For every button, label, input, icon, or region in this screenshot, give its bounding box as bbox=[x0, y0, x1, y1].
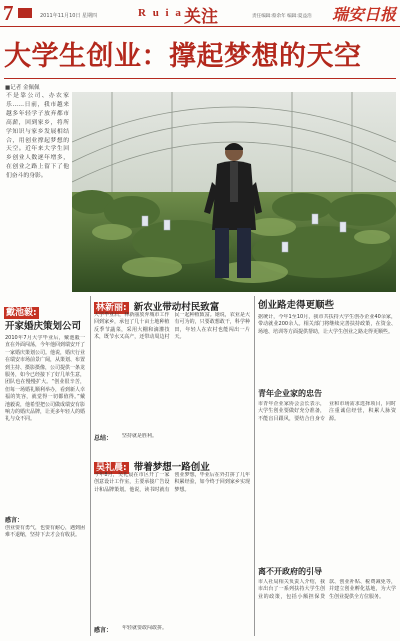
profile-title-wu: 带着梦想一路创业 bbox=[133, 462, 210, 473]
headline-rule bbox=[4, 78, 396, 79]
right-section-title: 创业路走得更顺些 bbox=[258, 300, 335, 311]
subhead-government: 离不开政府的引导 bbox=[258, 567, 322, 576]
subhead-advice: 青年企业家的忠告 bbox=[258, 389, 322, 398]
profile-title-dai: 开家婚庆策划公司 bbox=[5, 321, 82, 332]
profile-body-wu: 今年8月，吴礼晨在市区开了一家创意设计工作室，主要承接广告设计和品牌策划。他说，读书时就有创业梦想，毕业后在外打拼了几年积累经验，如今终于回到家乡实现梦想。 bbox=[94, 472, 250, 493]
byline: ■记者 金佩佩 bbox=[5, 85, 40, 91]
feature-photo bbox=[72, 92, 396, 292]
greenhouse-photo-illustration bbox=[72, 92, 396, 292]
profile-tag-lin: 林新丽: bbox=[96, 303, 127, 313]
lead-paragraph: 不是靠公司、办农家乐……日前，我市越来越多年轻学子放弃都市高薪，回到家乡，将所学知识与家乡发展相结合，用创业撑起梦想的天空。近年来大学生回乡创业人数逐年增多，在创业之路上留下了他们奋斗的身影。 bbox=[6, 93, 69, 180]
editor-credits: 责任编辑:蔡余年 编辑:夏益浩 bbox=[252, 14, 312, 19]
roman-label: R u i a n bbox=[138, 7, 196, 19]
left-column bbox=[4, 300, 39, 319]
feeling-label-wu: 感言： bbox=[94, 627, 113, 634]
summary-text-lin: 坚持就是胜利。 bbox=[122, 433, 158, 439]
page-number-bar bbox=[18, 8, 32, 18]
profile-title-lin: 新农业带动村民致富 bbox=[133, 302, 220, 313]
feeling-label-dai: 感言： bbox=[5, 517, 24, 524]
profile-tag-dai: 戴池毅: bbox=[6, 308, 37, 318]
newspaper-logo: 瑞安日报 bbox=[332, 5, 397, 24]
right-section-body: 据统计，今年1至10月，我市共扶持大学生创办企业40余家，带动就业200余人。相关部门将继续完善扶持政策，在资金、场地、培训等方面提供帮助，让大学生创业之路走得更顺些。 bbox=[258, 314, 396, 335]
feeling-text-dai: 创业要有勇气，也要有耐心，遇到困难不退缩，坚持下去才会有收获。 bbox=[5, 525, 85, 539]
profile-body-lin: 大学毕业后，林新丽放弃城市工作回到家乡，承包了几十亩土地种植反季节蔬菜，采用大棚和滴灌技术，既节水又高产，还带动周边村民一起种植致富。她说，农业是大有可为的，只要敢想敢干，科学种田，年轻人在农村也能闯出一片天。 bbox=[94, 312, 250, 341]
feeling-text-wu: 年轻就要敢闯敢拼。 bbox=[122, 625, 168, 631]
column-rule-right bbox=[254, 296, 255, 636]
subhead-advice-body: 市青年企业家协会会长表示，大学生创业要做好充分准备，不能盲目跟风，要结合自身专业和市场需求选择项目，同时注重诚信经营，积累人脉资源。 bbox=[258, 401, 396, 422]
page-number: 7 bbox=[3, 1, 14, 25]
column-rule-left bbox=[90, 296, 91, 636]
issue-date: 2011年11月10日 星期四 bbox=[40, 13, 98, 19]
main-headline: 大学生创业：撑起梦想的天空 bbox=[4, 41, 362, 72]
section-title: 关注 bbox=[184, 7, 218, 27]
profile-tag-wu: 吴礼晨: bbox=[96, 463, 127, 473]
summary-label-lin: 总结： bbox=[94, 435, 113, 442]
subhead-government-body: 市人社局相关负责人介绍，我市出台了一系列扶持大学生创业的政策，包括小额担保贷款、创业补贴、税费减免等，并建立创业孵化基地，为大学生创业提供全方位服务。 bbox=[258, 579, 396, 600]
profile-body-dai: 2010年7月大学毕业后，戴池毅一直在外面闯荡，今年他回到瑞安开了一家婚庆策划公司。他说，婚庆行业在瑞安市场前景广阔，从策划、布置到主持、摄影摄像，公司提供一条龙服务，如今已经接下了好几单生意，团队也在慢慢扩大。“创业很辛苦，但每一场婚礼顺利举办，看到新人幸福的笑容，就觉得一切都值得。”戴池毅说，他希望把公司做成瑞安有影响力的婚庆品牌，让更多年轻人的婚礼与众不同。 bbox=[5, 335, 85, 423]
